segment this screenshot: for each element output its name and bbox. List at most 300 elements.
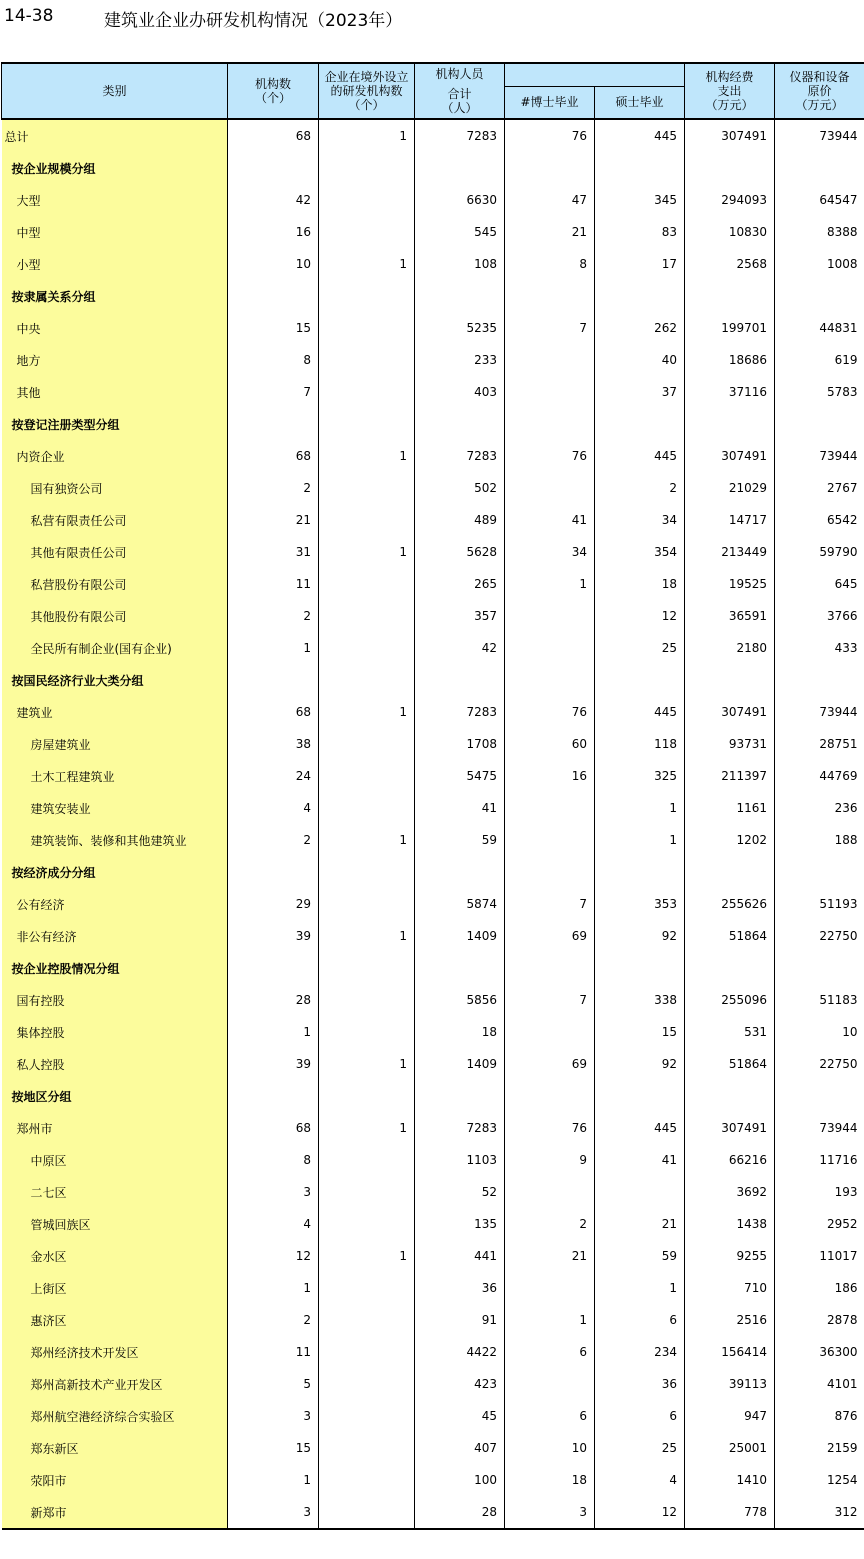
row-value: 12 [595, 600, 685, 632]
table-row [2, 1208, 864, 1240]
row-value [319, 1080, 415, 1112]
row-value: 710 [685, 1272, 775, 1304]
row-value [228, 408, 319, 440]
row-value: 91 [415, 1304, 505, 1336]
row-value: 2952 [775, 1208, 864, 1240]
row-value: 8 [505, 248, 595, 280]
row-value [595, 152, 685, 184]
table-row [2, 856, 864, 888]
row-value [685, 408, 775, 440]
row-value: 22750 [775, 920, 864, 952]
row-value: 41 [415, 792, 505, 824]
row-value: 14717 [685, 504, 775, 536]
row-label: 其他 [2, 376, 228, 408]
row-value: 28 [415, 1496, 505, 1529]
row-label: 中原区 [2, 1144, 228, 1176]
row-value: 21 [505, 1240, 595, 1272]
row-value: 1 [595, 1272, 685, 1304]
row-value: 1 [319, 696, 415, 728]
table-row [2, 1464, 864, 1496]
row-value: 2159 [775, 1432, 864, 1464]
row-value: 93731 [685, 728, 775, 760]
row-value [319, 1368, 415, 1400]
row-value [319, 1304, 415, 1336]
table-row [2, 728, 864, 760]
header-personnel-blank [505, 63, 685, 86]
row-value [505, 632, 595, 664]
row-value: 1 [319, 1048, 415, 1080]
row-value: 18 [415, 1016, 505, 1048]
row-value: 1 [319, 824, 415, 856]
row-value: 403 [415, 376, 505, 408]
row-value: 645 [775, 568, 864, 600]
row-label: 荥阳市 [2, 1464, 228, 1496]
row-label: 按企业规模分组 [2, 152, 228, 184]
row-value: 36 [415, 1272, 505, 1304]
row-label: 内资企业 [2, 440, 228, 472]
table-row [2, 952, 864, 984]
row-value [415, 1080, 505, 1112]
table-row [2, 1048, 864, 1080]
row-value [415, 152, 505, 184]
row-label: 郑州航空港经济综合实验区 [2, 1400, 228, 1432]
table-body [2, 119, 864, 1529]
row-value [319, 568, 415, 600]
row-value: 233 [415, 344, 505, 376]
row-label: 郑东新区 [2, 1432, 228, 1464]
row-value [319, 184, 415, 216]
row-value: 188 [775, 824, 864, 856]
row-value: 4 [595, 1464, 685, 1496]
row-value: 211397 [685, 760, 775, 792]
table-row [2, 312, 864, 344]
table-row [2, 664, 864, 696]
row-value: 2767 [775, 472, 864, 504]
row-value: 21 [295, 513, 311, 527]
row-value: 2 [505, 1208, 595, 1240]
row-value [595, 664, 685, 696]
row-value: 18 [595, 568, 685, 600]
row-value [505, 280, 595, 312]
row-value: 1 [319, 119, 415, 152]
row-value: 92 [595, 920, 685, 952]
row-label: 大型 [2, 184, 228, 216]
row-value [685, 856, 775, 888]
table-row [2, 152, 864, 184]
header-category: 类别 [2, 63, 228, 119]
table-row [2, 1016, 864, 1048]
row-value [505, 152, 595, 184]
row-value: 42 [415, 632, 505, 664]
row-value: 52 [415, 1176, 505, 1208]
row-value [415, 664, 505, 696]
row-label: 建筑装饰、装修和其他建筑业 [2, 824, 228, 856]
row-value: 1 [505, 568, 595, 600]
row-value [595, 856, 685, 888]
row-value: 59790 [775, 536, 864, 568]
table-row [2, 1304, 864, 1336]
row-value: 25001 [685, 1432, 775, 1464]
table-row [2, 824, 864, 856]
row-value: 41 [595, 1144, 685, 1176]
row-value: 1438 [685, 1208, 775, 1240]
row-value [319, 600, 415, 632]
header-equipment: 仪器和设备 原价 （万元） [775, 63, 864, 119]
row-value [775, 664, 864, 696]
row-value: 1008 [775, 248, 864, 280]
row-value [685, 664, 775, 696]
row-value [319, 216, 415, 248]
header-overseas: 企业在境外设立 的研发机构数 （个） [319, 63, 415, 119]
table-row [2, 632, 864, 664]
row-label: 上街区 [2, 1272, 228, 1304]
row-label: 按经济成分分组 [2, 856, 228, 888]
row-value [505, 1368, 595, 1400]
row-value: 7 [505, 984, 595, 1016]
row-value: 2 [303, 833, 311, 847]
row-value: 16 [505, 760, 595, 792]
row-value [319, 856, 415, 888]
row-value: 423 [415, 1368, 505, 1400]
row-value [319, 312, 415, 344]
data-table [1, 62, 864, 1530]
table-row [2, 504, 864, 536]
row-value: 8 [303, 353, 311, 367]
row-value: 5874 [415, 888, 505, 920]
row-value: 307491 [685, 696, 775, 728]
row-label: 私营有限责任公司 [2, 504, 228, 536]
row-value: 1410 [685, 1464, 775, 1496]
row-value: 947 [685, 1400, 775, 1432]
row-value: 325 [595, 760, 685, 792]
table-row [2, 216, 864, 248]
row-value: 51864 [685, 1048, 775, 1080]
row-value: 92 [595, 1048, 685, 1080]
row-label: 按隶属关系分组 [2, 280, 228, 312]
table-row [2, 1112, 864, 1144]
row-value [319, 408, 415, 440]
row-value: 2180 [685, 632, 775, 664]
row-value [319, 984, 415, 1016]
row-value: 21 [595, 1208, 685, 1240]
row-value: 294093 [685, 184, 775, 216]
row-value: 353 [595, 888, 685, 920]
row-value: 7283 [415, 440, 505, 472]
row-value: 39 [295, 1057, 311, 1071]
row-value: 11 [295, 1345, 311, 1359]
row-value: 40 [595, 344, 685, 376]
row-label: 金水区 [2, 1240, 228, 1272]
row-value [319, 1016, 415, 1048]
row-value: 1 [303, 1281, 311, 1295]
row-value: 83 [595, 216, 685, 248]
row-value [319, 1144, 415, 1176]
row-value: 69 [505, 920, 595, 952]
row-label: 惠济区 [2, 1304, 228, 1336]
row-value: 1 [505, 1304, 595, 1336]
row-value: 10830 [685, 216, 775, 248]
row-label: 按地区分组 [2, 1080, 228, 1112]
row-value: 234 [595, 1336, 685, 1368]
row-value [505, 792, 595, 824]
row-value [228, 952, 319, 984]
row-value: 76 [505, 696, 595, 728]
row-value [505, 600, 595, 632]
row-value: 21029 [685, 472, 775, 504]
row-value: 28751 [775, 728, 864, 760]
row-value: 7 [505, 888, 595, 920]
row-value [505, 1016, 595, 1048]
row-value [685, 952, 775, 984]
table-title: 建筑业企业办研发机构情况（2023年） [104, 11, 403, 31]
table-row [2, 248, 864, 280]
row-value: 10 [505, 1432, 595, 1464]
row-value: 1 [595, 792, 685, 824]
row-value: 7 [303, 385, 311, 399]
row-value: 3 [228, 1496, 319, 1529]
row-value: 10 [295, 257, 311, 271]
row-label: 中型 [2, 216, 228, 248]
row-value: 118 [595, 728, 685, 760]
row-label: 按登记注册类型分组 [2, 408, 228, 440]
row-value: 39 [295, 929, 311, 943]
row-value [505, 344, 595, 376]
header-personnel-total: 合计 （人） [415, 86, 505, 119]
table-row [2, 1144, 864, 1176]
row-value [505, 1272, 595, 1304]
row-value [319, 664, 415, 696]
row-value [505, 1080, 595, 1112]
row-value: 108 [415, 248, 505, 280]
row-value: 51864 [685, 920, 775, 952]
row-label: 私营股份有限公司 [2, 568, 228, 600]
row-value [228, 664, 319, 696]
table-row [2, 376, 864, 408]
row-value [228, 152, 319, 184]
row-value: 47 [505, 184, 595, 216]
row-value: 307491 [685, 440, 775, 472]
row-value: 1 [303, 1025, 311, 1039]
row-value: 76 [505, 119, 595, 152]
row-value: 4 [303, 1217, 311, 1231]
table-row [2, 344, 864, 376]
row-value: 38 [295, 737, 311, 751]
table-row [2, 280, 864, 312]
row-value [415, 856, 505, 888]
table-row [2, 1368, 864, 1400]
row-value: 7283 [415, 1112, 505, 1144]
row-value [595, 1176, 685, 1208]
row-value: 18686 [685, 344, 775, 376]
row-value [595, 280, 685, 312]
row-value [319, 888, 415, 920]
row-value [319, 1336, 415, 1368]
row-value: 15 [295, 321, 311, 335]
row-value [775, 952, 864, 984]
table-row [2, 408, 864, 440]
row-value: 338 [595, 984, 685, 1016]
row-value [319, 760, 415, 792]
row-value: 255626 [685, 888, 775, 920]
row-value: 51193 [775, 888, 864, 920]
table-row [2, 984, 864, 1016]
row-value: 15 [595, 1016, 685, 1048]
row-value: 100 [415, 1464, 505, 1496]
row-label: 全民所有制企业(国有企业) [2, 632, 228, 664]
table-number: 14-38 [4, 6, 54, 26]
row-value: 445 [595, 440, 685, 472]
row-value: 9255 [685, 1240, 775, 1272]
row-label: 新郑市 [2, 1496, 228, 1529]
row-value [228, 856, 319, 888]
row-value: 354 [595, 536, 685, 568]
row-value: 8 [303, 1153, 311, 1167]
row-value: 255096 [685, 984, 775, 1016]
row-value: 1254 [775, 1464, 864, 1496]
row-label: 公有经济 [2, 888, 228, 920]
row-label: 集体控股 [2, 1016, 228, 1048]
row-value: 1 [595, 824, 685, 856]
table-row [2, 1400, 864, 1432]
row-value: 9 [505, 1144, 595, 1176]
row-value: 11716 [775, 1144, 864, 1176]
row-value: 29 [295, 897, 311, 911]
row-value: 5475 [415, 760, 505, 792]
row-value [319, 280, 415, 312]
row-value: 193 [775, 1176, 864, 1208]
row-value: 5628 [415, 536, 505, 568]
table-row [2, 119, 864, 152]
row-value: 21 [505, 216, 595, 248]
row-value: 4 [303, 801, 311, 815]
row-value: 25 [595, 1432, 685, 1464]
header-phd: #博士毕业 [505, 86, 595, 119]
row-value: 68 [295, 129, 311, 143]
row-value: 619 [775, 344, 864, 376]
row-value: 502 [415, 472, 505, 504]
row-label: 土木工程建筑业 [2, 760, 228, 792]
row-value [685, 1080, 775, 1112]
row-value: 2516 [685, 1304, 775, 1336]
row-value [228, 1080, 319, 1112]
row-value: 7 [505, 312, 595, 344]
row-value: 37 [595, 376, 685, 408]
row-value: 3692 [685, 1176, 775, 1208]
row-value: 1 [319, 1112, 415, 1144]
row-value [595, 408, 685, 440]
row-value: 16 [295, 225, 311, 239]
row-value: 6630 [415, 184, 505, 216]
row-label: 国有控股 [2, 984, 228, 1016]
row-value: 36300 [775, 1336, 864, 1368]
row-value: 213449 [685, 536, 775, 568]
row-value [595, 1080, 685, 1112]
row-value [319, 344, 415, 376]
row-value: 15 [295, 1441, 311, 1455]
row-value: 307491 [685, 119, 775, 152]
row-value: 11017 [775, 1240, 864, 1272]
row-value: 73944 [775, 696, 864, 728]
header-expense: 机构经费 支出 （万元） [685, 63, 775, 119]
row-value: 64547 [775, 184, 864, 216]
row-value: 39113 [685, 1368, 775, 1400]
row-value: 66216 [685, 1144, 775, 1176]
row-value: 69 [505, 1048, 595, 1080]
row-value: 44831 [775, 312, 864, 344]
table-row [2, 440, 864, 472]
row-value: 76 [505, 1112, 595, 1144]
row-value [775, 856, 864, 888]
row-value [595, 952, 685, 984]
row-value [505, 408, 595, 440]
table-row [2, 600, 864, 632]
row-label: 中央 [2, 312, 228, 344]
row-value: 1 [319, 440, 415, 472]
row-value: 2568 [685, 248, 775, 280]
row-value: 1 [319, 248, 415, 280]
row-value: 441 [415, 1240, 505, 1272]
row-value [319, 1176, 415, 1208]
table-row [2, 792, 864, 824]
row-value: 37116 [685, 376, 775, 408]
row-value: 6 [595, 1304, 685, 1336]
row-value [319, 376, 415, 408]
row-value [505, 376, 595, 408]
row-label: 私人控股 [2, 1048, 228, 1080]
row-value: 6 [505, 1400, 595, 1432]
row-label: 其他股份有限公司 [2, 600, 228, 632]
row-value: 45 [415, 1400, 505, 1432]
row-value [319, 1496, 415, 1529]
row-value [319, 1400, 415, 1432]
row-value: 357 [415, 600, 505, 632]
row-value: 12 [595, 1496, 685, 1529]
row-value: 68 [295, 705, 311, 719]
row-value: 2 [303, 481, 311, 495]
row-label: 其他有限责任公司 [2, 536, 228, 568]
header-personnel-group: 机构人员 [415, 63, 505, 86]
row-value: 7283 [415, 119, 505, 152]
table-row [2, 1272, 864, 1304]
row-value [228, 280, 319, 312]
row-value [319, 632, 415, 664]
row-value: 778 [685, 1496, 775, 1529]
row-value [505, 664, 595, 696]
row-value: 41 [505, 504, 595, 536]
row-value: 1 [303, 641, 311, 655]
row-value: 34 [505, 536, 595, 568]
table-row [2, 888, 864, 920]
row-value: 68 [295, 1121, 311, 1135]
row-value: 11 [295, 577, 311, 591]
row-value: 3766 [775, 600, 864, 632]
table-row [2, 1080, 864, 1112]
row-value: 60 [505, 728, 595, 760]
row-value: 6 [595, 1400, 685, 1432]
row-label: 二七区 [2, 1176, 228, 1208]
row-value [319, 792, 415, 824]
row-value: 312 [775, 1496, 864, 1529]
row-value: 76 [505, 440, 595, 472]
row-value [505, 1176, 595, 1208]
row-label: 郑州高新技术产业开发区 [2, 1368, 228, 1400]
row-value [415, 280, 505, 312]
header-institutions: 机构数 （个） [228, 63, 319, 119]
row-value: 2 [303, 1313, 311, 1327]
row-value: 4101 [775, 1368, 864, 1400]
row-value: 6542 [775, 504, 864, 536]
row-value: 5783 [775, 376, 864, 408]
